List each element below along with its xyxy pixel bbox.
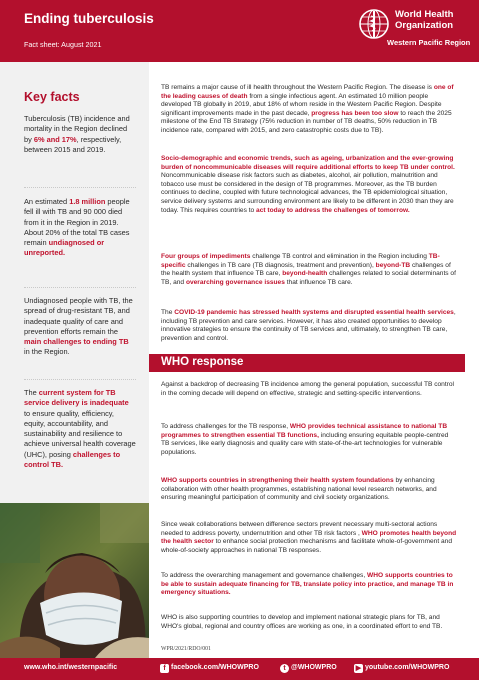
- who-response-heading: WHO response: [161, 356, 244, 368]
- divider: [24, 187, 136, 188]
- who-emblem-icon: [357, 7, 391, 41]
- key-fact-2: An estimated 1.8 million people fell ill with TB and 90 000 died from it in the Region in 2019. About 20% of the total TB cases remain undiagnosed or unreported.: [24, 197, 130, 258]
- response-paragraph-3: WHO supports countries in strengthening their health system foundations by enhancing collaboration with other health programmes, establishing national level research networks, and ensuring meaningful participation of community and civil society organizations.: [161, 477, 437, 502]
- footer-bar: [0, 658, 479, 680]
- covid-paragraph: The COVID-19 pandemic has stressed health systems and disrupted essential health services, including TB prevention and care services. However, it has also created opportunities to develop innovative strategies to ensure the continuity of TB services and, ultimately, to strengthen TB care, prevention and control.: [161, 309, 456, 342]
- who-wordmark: World Health Organization: [395, 9, 454, 31]
- divider: [24, 287, 136, 288]
- response-paragraph-2: To address challenges for the TB response, WHO provides technical assistance to national TB programmes to strengthen essential TB functions, including ensuring equitable people-centred TB services, like early diagnosis and quality care with state-of-the-art technologies for vulnerable populations.: [161, 423, 449, 456]
- intro-paragraph: TB remains a major cause of ill health throughout the Western Pacific Region. The disease is one of the leading causes of death from a single infectious agent. An estimated 10 million people developed TB globally in 2019, abut 18% of whom reside in the Western Pacific Region. Despite significant improvements made in the past decade, progress has been too slow to reach the 2025 milestone of the End TB Strategy (75% reduction in number of TB deaths, 50% reduction in TB incidence rate, compared with 2015, and zero catastrophic costs due to TB).: [161, 84, 454, 134]
- twitter-icon: t: [280, 664, 289, 673]
- response-paragraph-5: To address the overarching management and governance challenges, WHO supports countries to be able to sustain adequate financing for TB, translate policy into practice, and manage TB in emergency situations.: [161, 572, 454, 597]
- key-fact-3: Undiagnosed people with TB, the spread of drug-resistant TB, and inadequate quality of care and prevention efforts remain the main challenges to ending TB in the Region.: [24, 296, 133, 357]
- response-paragraph-6: WHO is also supporting countries to develop and implement national strategic plans for TB, and WHO's global, regional and country offices are working as one, in a coordinated effort to end TB.: [161, 614, 443, 630]
- youtube-icon: ▶: [355, 665, 362, 672]
- youtube-link[interactable]: ▶ youtube.com/WHOWPRO: [355, 664, 450, 672]
- impediments-paragraph: Four groups of impediments challenge TB control and elimination in the Region including TB-specific challenges in TB care (TB diagnosis, treatment and prevention), beyond-TB challenges of the health system that influence TB care, beyond-health challenges related to social determinants of TB, and overarching governance issues that influence TB care.: [161, 253, 456, 286]
- key-facts-heading: Key facts: [24, 90, 80, 104]
- response-paragraph-4: Since weak collaborations between difference sectors prevent necessary multi-sectoral actions needed to address poverty, undernutrition and other TB risk factors , WHO promotes health beyond the health sector to enhance social protection mechanisms and facilitate whole-of-government and whole-of-society approaches in national TB responses.: [161, 521, 457, 554]
- header-banner: [0, 0, 479, 62]
- response-paragraph-1: Against a backdrop of decreasing TB incidence among the general population, successful TB control in the coming decade will depend on effective, strategic and setting-specific interventions.: [161, 381, 454, 397]
- document-reference-code: WPR/2021/RDO/001: [161, 646, 211, 652]
- patient-photo: [0, 503, 149, 658]
- key-fact-4: The current system for TB service delivery is inadequate to ensure quality, efficiency, equity, accountability, and sustainability and resilience to achieve universal health coverage (UHC), posing challenges to control TB.: [24, 388, 136, 470]
- facebook-link[interactable]: f facebook.com/WHOWPRO: [160, 664, 259, 673]
- twitter-link[interactable]: t @WHOWPRO: [280, 664, 337, 673]
- who-response-heading-bar: [149, 354, 465, 372]
- trends-paragraph: Socio-demographic and economic trends, such as ageing, urbanization and the ever-growing burden of noncommunicable diseases will require additional efforts to keep TB under control. Noncommunicable disease risk factors such as diabetes, alcohol, air pollution, malnutrition and tobacco use must be considered in the design of TB programmes. Moreover, as the TB burden continues to decline, coupled with future technological advances, the TB epidemiological situation, service delivery systems and surrounding environment are likely to be different in 2030 than they are today. This requires countries to act today to address the challenges of tomorrow.: [161, 155, 455, 214]
- key-fact-1: Tuberculosis (TB) incidence and mortality in the Region declined by 6% and 17%, respectively, between 2015 and 2019.: [24, 114, 130, 154]
- divider: [24, 379, 136, 380]
- fact-sheet-date: Fact sheet: August 2021: [24, 40, 102, 49]
- website-link[interactable]: www.who.int/westernpacific: [24, 664, 118, 671]
- facebook-icon: f: [160, 664, 169, 673]
- page-title: Ending tuberculosis: [24, 11, 154, 26]
- region-name: Western Pacific Region: [387, 38, 471, 47]
